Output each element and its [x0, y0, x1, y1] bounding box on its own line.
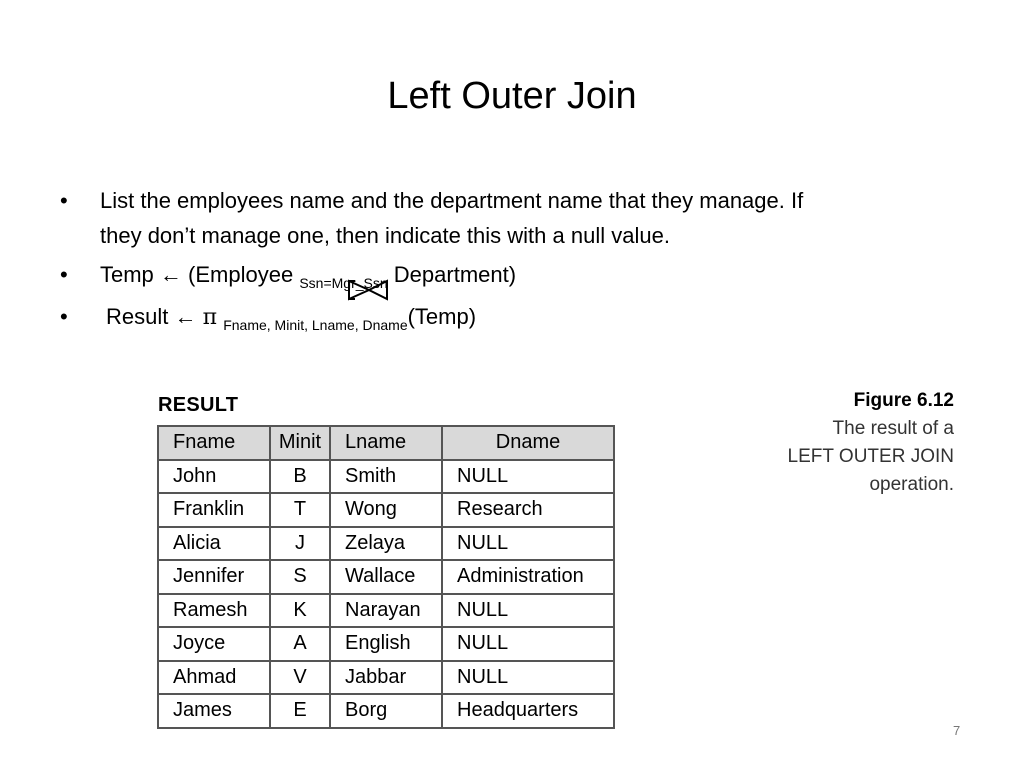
cell-lname: Zelaya [330, 527, 442, 561]
projection-pi: π [202, 305, 218, 330]
temp-label: Temp [100, 262, 154, 287]
cell-dname: NULL [442, 627, 614, 661]
cell-dname: NULL [442, 460, 614, 494]
cell-minit: S [270, 560, 330, 594]
cell-lname: Smith [330, 460, 442, 494]
cell-dname: NULL [442, 594, 614, 628]
cell-minit: K [270, 594, 330, 628]
cell-lname: Borg [330, 694, 442, 728]
bullet-mark: • [60, 262, 68, 287]
bullet-text-line2: they don’t manage one, then indicate this with a null value. [100, 223, 670, 248]
cell-minit: V [270, 661, 330, 695]
caption-line1: The result of a [832, 418, 954, 439]
cell-lname: Wallace [330, 560, 442, 594]
cell-minit: E [270, 694, 330, 728]
cell-dname: NULL [442, 527, 614, 561]
cell-fname: John [158, 460, 270, 494]
page-number: 7 [953, 723, 961, 738]
department-label: Department) [393, 262, 517, 287]
caption-line3: operation. [869, 474, 954, 495]
projection-attributes: Fname, Minit, Lname, Dname [223, 317, 408, 333]
cell-fname: Ahmad [158, 661, 270, 695]
result-table [157, 425, 615, 729]
cell-lname: Wong [330, 493, 442, 527]
left-arrow-icon: ← [159, 262, 182, 287]
cell-minit: A [270, 627, 330, 661]
cell-fname: Franklin [158, 493, 270, 527]
cell-fname: Jennifer [158, 560, 270, 594]
temp-argument: (Temp) [407, 304, 477, 329]
bullet-mark: • [60, 304, 68, 329]
bullet-list [56, 183, 956, 337]
table-row [158, 460, 614, 494]
column-header-dname: Dname [442, 426, 614, 460]
employee-label: (Employee [188, 262, 294, 287]
result-label: RESULT [158, 394, 239, 416]
table-row [158, 694, 614, 728]
cell-dname: Administration [442, 560, 614, 594]
cell-fname: Ramesh [158, 594, 270, 628]
cell-lname: Narayan [330, 594, 442, 628]
join-condition: Ssn=Mgr_Ssn [299, 275, 388, 291]
figure-caption [788, 387, 954, 499]
cell-fname: Alicia [158, 527, 270, 561]
cell-fname: James [158, 694, 270, 728]
bullet-item [56, 299, 956, 337]
table-row [158, 661, 614, 695]
slide-title: Left Outer Join [387, 75, 637, 117]
bullet-mark: • [60, 188, 68, 213]
table-row [158, 627, 614, 661]
cell-minit: J [270, 527, 330, 561]
table-row [158, 560, 614, 594]
left-outer-join-icon [347, 279, 391, 301]
table-header-row [158, 426, 614, 460]
join-operator [299, 257, 387, 295]
result-prefix: Result [106, 304, 169, 329]
bullet-text-line1: List the employees name and the department name that they manage. If [100, 188, 804, 213]
table-row [158, 527, 614, 561]
bullet-item [56, 257, 956, 295]
table-row [158, 594, 614, 628]
left-arrow-icon: ← [174, 304, 197, 329]
bullet-item [56, 183, 956, 253]
cell-minit: B [270, 460, 330, 494]
cell-dname: Headquarters [442, 694, 614, 728]
cell-dname: NULL [442, 661, 614, 695]
table-row [158, 493, 614, 527]
caption-line2: LEFT OUTER JOIN [787, 446, 954, 467]
column-header-minit: Minit [270, 426, 330, 460]
cell-dname: Research [442, 493, 614, 527]
cell-lname: Jabbar [330, 661, 442, 695]
column-header-fname: Fname [158, 426, 270, 460]
cell-fname: Joyce [158, 627, 270, 661]
cell-minit: T [270, 493, 330, 527]
figure-number: Figure 6.12 [853, 390, 954, 411]
column-header-lname: Lname [330, 426, 442, 460]
cell-lname: English [330, 627, 442, 661]
